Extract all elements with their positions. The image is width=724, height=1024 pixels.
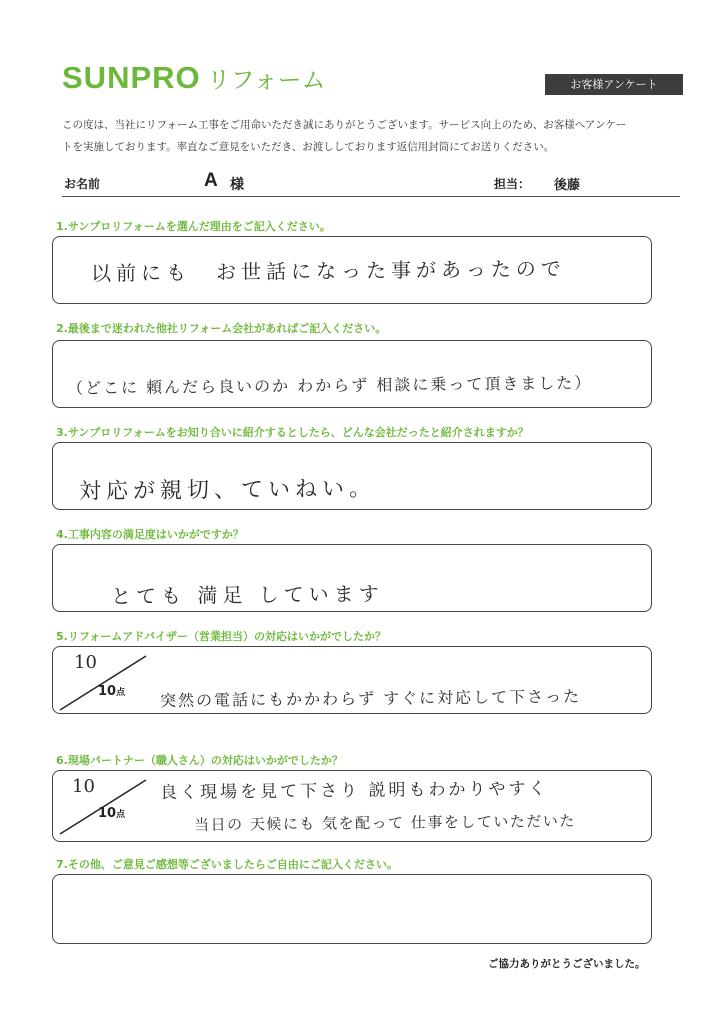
answer-4-text: とても 満足 しています — [110, 581, 384, 609]
name-row — [62, 172, 680, 197]
answer-6-line-2: 当日の 天候にも 気を配って 仕事をしていただいた — [193, 812, 576, 834]
staff-name: 後藤 — [554, 178, 581, 193]
answer-2-text: （どこに 頼んだら良いのか わからず 相談に乗って頂きました） — [66, 373, 593, 398]
score-5-handwritten: 10 — [74, 652, 97, 673]
score-slash-mark — [58, 652, 150, 712]
question-6-title: 6.現場パートナー（職人さん）の対応はいかがでしたか？ — [56, 754, 343, 767]
staff-label: 担当： — [494, 177, 531, 191]
answer-6-line-1: 良く現場を見て下さり 説明もわかりやすく — [159, 778, 549, 804]
score-6-handwritten: 10 — [72, 776, 95, 797]
answer-box-2 — [52, 340, 652, 408]
intro-text — [62, 114, 692, 158]
answer-box-1 — [52, 236, 652, 304]
score-6-print: 10点 — [98, 806, 126, 821]
question-4-title: 4.工事内容の満足度はいかがですか？ — [56, 528, 244, 541]
question-3-title: 3.サンプロリフォームをお知り合いに紹介するとしたら、どんな会社だったと紹介されますか？ — [56, 426, 529, 439]
name-suffix: 様 — [230, 177, 244, 193]
name-label: お名前 — [64, 177, 101, 191]
answer-box-7 — [52, 874, 652, 944]
question-1-title: 1.サンプロリフォームを選んだ理由をご記入ください。 — [56, 220, 331, 233]
logo-brand: SUNPRO — [62, 60, 201, 95]
question-5-title: 5.リフォームアドバイザー（営業担当）の対応はいかがでしたか？ — [56, 630, 387, 643]
logo-suffix: リフォーム — [206, 66, 326, 94]
question-2-title: 2.最後まで迷われた他社リフォーム会社があればご記入ください。 — [56, 322, 387, 335]
survey-tag: お客様アンケート — [545, 74, 683, 95]
answer-3-text: 対応が親切、ていねい。 — [78, 476, 377, 505]
customer-name: A — [204, 170, 218, 191]
score-5-print: 10点 — [98, 684, 126, 699]
answer-box-3 — [52, 442, 652, 510]
sunpro-logo — [62, 60, 325, 96]
intro-line-2: トを実施しております。率直なご意見をいただき、お渡ししております返信用封筒にてお送りください。 — [62, 141, 555, 153]
intro-line-1: この度は、当社にリフォーム工事をご用命いただき誠にありがとうございます。サービス向上のため、お客様へアンケー — [62, 119, 627, 131]
question-7-title: 7.その他、ご意見ご感想等ございましたらご自由にご記入ください。 — [56, 858, 398, 871]
answer-5-text: 突然の電話にもかかわらず すぐに対応して下さった — [159, 686, 582, 711]
thanks-message: ご協力ありがとうございました。 — [488, 958, 646, 970]
answer-1-text: 以前にも お世話になった事があったので — [90, 256, 566, 286]
answer-box-4 — [52, 544, 652, 612]
